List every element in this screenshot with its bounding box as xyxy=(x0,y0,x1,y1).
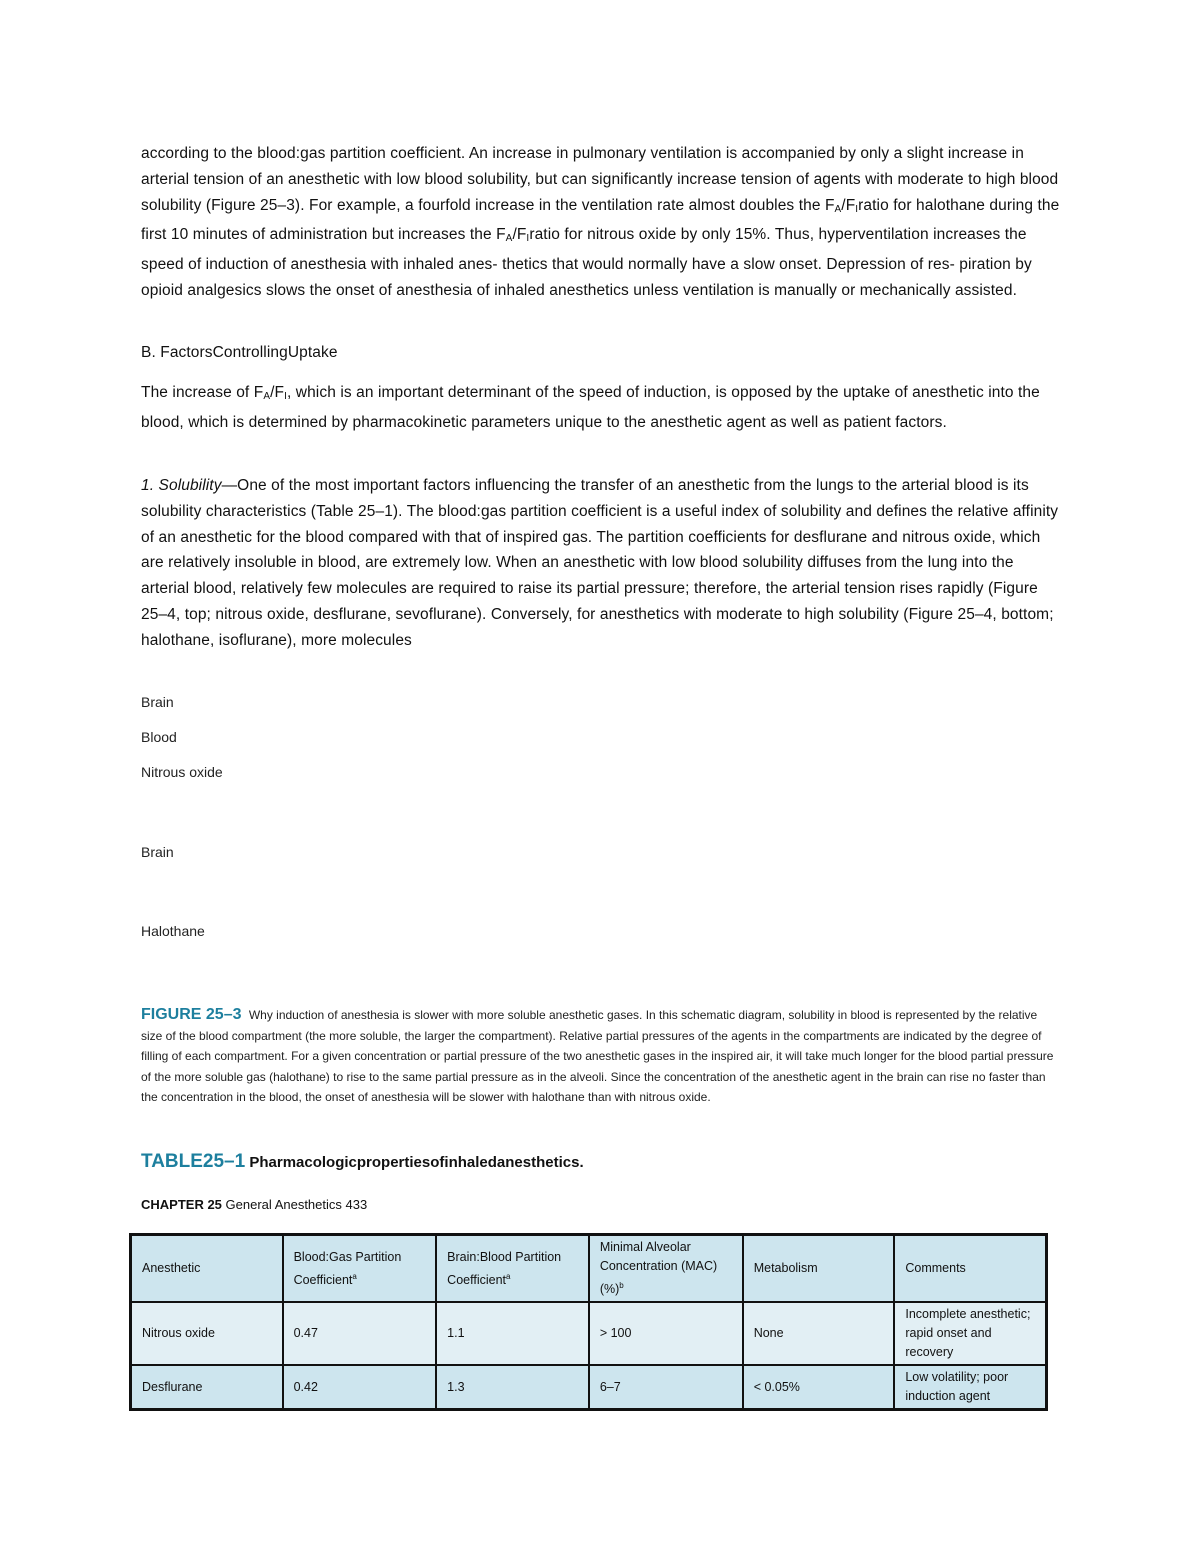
table-cell: 0.42 xyxy=(283,1365,437,1410)
paragraph-text: , which is an important determinant of the speed of induction, is opposed by the uptake of anesthetic into the blood, which is determined by pharmacokinetic parameters unique to the anesthetic agent as well as patient factors. xyxy=(141,384,1040,431)
table-cell: Desflurane xyxy=(131,1365,283,1410)
subsection-label: 1. Solubility xyxy=(141,477,222,494)
subscript: A xyxy=(263,391,271,402)
paragraph-uptake xyxy=(141,380,1066,436)
table-cell: 6–7 xyxy=(589,1365,743,1410)
figure-label-brain: Brain xyxy=(141,844,174,860)
paragraph-text: The increase of F xyxy=(141,384,264,401)
figure-label-brain: Brain xyxy=(141,694,174,710)
subscript: A xyxy=(834,203,842,215)
subscript: I xyxy=(284,391,287,402)
subscript: A xyxy=(505,233,513,245)
chapter-title: General Anesthetics 433 xyxy=(225,1197,368,1212)
figure-label-nitrous-oxide: Nitrous oxide xyxy=(141,764,223,780)
figure-number: FIGURE 25–3 xyxy=(141,1006,242,1023)
table-cell: 0.47 xyxy=(283,1302,437,1365)
table-title-text: Pharmacologicpropertiesofinhaledanesthetics. xyxy=(249,1154,584,1171)
table-cell: Incomplete anesthetic; rapid onset and recovery xyxy=(894,1302,1046,1365)
table-number: TABLE25–1 xyxy=(141,1151,246,1172)
table-row xyxy=(131,1365,1047,1410)
paragraph-ventilation xyxy=(141,141,1066,304)
figure-caption xyxy=(141,1005,1061,1108)
column-header: Brain:Blood Partition Coefficient$^a$ xyxy=(436,1235,589,1303)
paragraph-text: /F xyxy=(270,384,285,401)
table-cell: 1.1 xyxy=(436,1302,589,1365)
paragraph-text: according to the blood:gas partition coefficient. An increase in pulmonary ventilation is accompanied by only a slight increase in arterial tension of an anesthetic with low blood solubility, but can significantly increase tension of agents with moderate to high blood solubility (Figure 25–3). For example, a fourfold increase in the ventilation rate almost doubles the F xyxy=(141,145,1059,214)
table-cell: 1.3 xyxy=(436,1365,589,1410)
anesthetics-table xyxy=(129,1233,1048,1411)
table-cell: Low volatility; poor induction agent xyxy=(894,1365,1046,1410)
figure-label-halothane: Halothane xyxy=(141,923,205,939)
subscript: I xyxy=(526,233,530,245)
column-header: Minimal Alveolar Concentration (MAC) (%)$^b$ xyxy=(589,1235,743,1303)
column-header: Metabolism xyxy=(743,1235,895,1303)
table-cell: < 0.05% xyxy=(743,1365,895,1410)
paragraph-solubility xyxy=(141,473,1066,654)
table-cell: Nitrous oxide xyxy=(131,1302,283,1365)
table-header-row xyxy=(131,1235,1047,1303)
table-row xyxy=(131,1302,1047,1365)
paragraph-text: —One of the most important factors influencing the transfer of an anesthetic from the lungs to the arterial blood is its solubility characteristics (Table 25–1). The blood:gas partition coefficient is a useful index of solubility and defines the relative affinity of an anesthetic for the blood compared with that of inspired gas. The partition coefficients for desflurane and nitrous oxide, which are relatively insoluble in blood, are extremely low. When an anesthetic with low blood solubility diffuses from the lung into the arterial blood, relatively few molecules are required to raise its partial pressure; therefore, the arterial tension rises rapidly (Figure 25–4, top; nitrous oxide, desflurane, sevoflurane). Conversely, for anesthetics with moderate to high solubility (Figure 25–4, bottom; halothane, isoflurane), more molecules xyxy=(141,477,1059,649)
table-title xyxy=(141,1151,584,1173)
chapter-label: CHAPTER 25 xyxy=(141,1197,222,1212)
running-header xyxy=(141,1197,367,1212)
paragraph-text: /F xyxy=(512,226,527,244)
column-header: Blood:Gas Partition Coefficient$^a$ xyxy=(283,1235,437,1303)
figure-label-blood: Blood xyxy=(141,729,177,745)
paragraph-text: ratio for nitrous oxide by only 15%. Thus, hyperventilation increases the speed of induction of anesthesia with inhaled anes- thetics that would normally have a slow onset. Depression of res- piration by opioid analgesics slows the onset of anesthesia of inhaled anesthetics unless ventilation is manually or mechanically assisted. xyxy=(141,226,1032,299)
table-cell: None xyxy=(743,1302,895,1365)
column-header: Anesthetic xyxy=(131,1235,283,1303)
table-cell: > 100 xyxy=(589,1302,743,1365)
section-heading: B. FactorsControllingUptake xyxy=(141,344,338,361)
column-header: Comments xyxy=(894,1235,1046,1303)
subscript: I xyxy=(855,203,859,215)
caption-text: Why induction of anesthesia is slower with more soluble anesthetic gases. In this schematic diagram, solubility in blood is represented by the relative size of the blood compartment (the more soluble, the larger the compartment). Relative partial pressures of the agents in the compartments are indicated by the degree of filling of each compartment. For a given concentration or partial pressure of the two anesthetic gases in the inspired air, it will take much longer for the blood partial pressure of the more soluble gas (halothane) to rise to the same partial pressure as in the alveoli. Since the concentration of the anesthetic agent in the brain can rise no faster than the concentration in the blood, the onset of anesthesia will be slower with halothane than with nitrous oxide. xyxy=(141,1008,1054,1105)
paragraph-text: ratio for halothane during the first 10 minutes of administration but increases the F xyxy=(141,196,1060,244)
paragraph-text: /F xyxy=(841,196,856,214)
